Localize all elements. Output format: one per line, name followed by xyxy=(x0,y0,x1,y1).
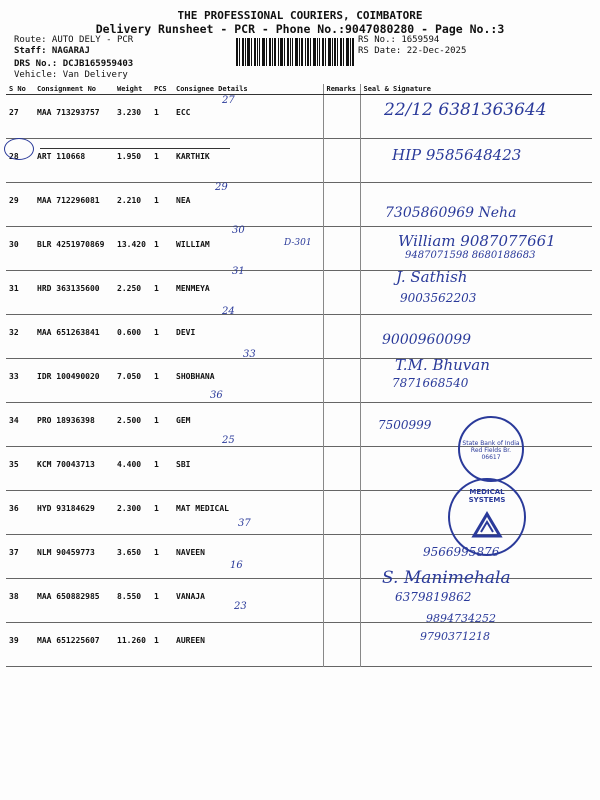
cell-consignment: ART 110668 xyxy=(37,152,86,161)
cell-sno: 34 xyxy=(9,416,19,425)
rs-date: RS Date: 22-Dec-2025 xyxy=(358,46,467,56)
cell-remarks xyxy=(323,315,360,359)
stamp-text: Red Fields Br. xyxy=(470,447,512,454)
cell-consignment: MAA 651225607 xyxy=(37,636,100,645)
cell-pcs: 1 xyxy=(154,548,159,557)
signature-r30: William 9087077661 xyxy=(398,232,556,250)
medical-seal-stamp xyxy=(448,478,526,556)
cell-consignment: KCM 70043713 xyxy=(37,460,95,469)
hand-note: 27 xyxy=(222,95,235,106)
cell-sno: 32 xyxy=(9,328,19,337)
cell-sno: 33 xyxy=(9,372,19,381)
route-label: Route: AUTO DELY - PCR xyxy=(14,35,134,45)
col-weight: Weight xyxy=(114,84,151,95)
cell-consignment: MAA 712296081 xyxy=(37,196,100,205)
cell-weight: 4.400 xyxy=(117,460,142,469)
hand-note: 36 xyxy=(210,390,223,401)
rs-number: RS No.: 1659594 xyxy=(358,35,440,45)
cell-remarks xyxy=(323,623,360,667)
stamp-text: State Bank of India xyxy=(462,440,520,447)
cell-consignee: DEVI xyxy=(176,328,196,337)
hand-note: 25 xyxy=(222,435,235,446)
cell-consignee: MENMEYA xyxy=(176,284,210,293)
cell-weight: 0.600 xyxy=(117,328,142,337)
cell-pcs: 1 xyxy=(154,328,159,337)
hand-note: 23 xyxy=(234,601,247,612)
cell-consignment: MAA 651263841 xyxy=(37,328,100,337)
signature-r33: T.M. Bhuvan xyxy=(395,356,490,374)
cell-remarks xyxy=(323,227,360,271)
hand-note: 29 xyxy=(215,182,228,193)
cell-weight: 2.250 xyxy=(117,284,142,293)
cell-remarks xyxy=(323,447,360,491)
table-row xyxy=(6,623,592,667)
cell-consignee: SHOBHANA xyxy=(176,372,215,381)
col-sno: S No xyxy=(6,84,34,95)
stamp-text: MEDICAL SYSTEMS xyxy=(468,488,506,504)
barcode xyxy=(236,38,354,66)
row-28-circle-mark xyxy=(4,138,34,160)
cell-consignment: MAA 713293757 xyxy=(37,108,100,117)
cell-weight: 3.230 xyxy=(117,108,142,117)
col-consignee: Consignee Details xyxy=(173,84,323,95)
cell-sno: 30 xyxy=(9,240,19,249)
cell-consignment: PRO 18936398 xyxy=(37,416,95,425)
col-remarks: Remarks xyxy=(323,84,360,95)
staff-label: Staff: NAGARAJ xyxy=(14,46,90,56)
cell-pcs: 1 xyxy=(154,460,159,469)
cell-remarks xyxy=(323,183,360,227)
hand-note: 37 xyxy=(238,518,251,529)
cell-consignee: WILLIAM xyxy=(176,240,210,249)
cell-consignee: NEA xyxy=(176,196,191,205)
cell-pcs: 1 xyxy=(154,108,159,117)
cell-weight: 13.420 xyxy=(117,240,146,249)
col-seal-signature: Seal & Signature xyxy=(360,84,592,95)
cell-pcs: 1 xyxy=(154,152,159,161)
cell-sno: 38 xyxy=(9,592,19,601)
cell-consignment: HRD 363135600 xyxy=(37,284,100,293)
signature-r38-phone: 6379819862 xyxy=(395,590,472,604)
vehicle-label: Vehicle: Van Delivery xyxy=(14,70,128,80)
medical-logo-icon xyxy=(470,510,504,540)
hand-note: 31 xyxy=(232,266,245,277)
table-row xyxy=(6,271,592,315)
cell-remarks xyxy=(323,95,360,139)
cell-remarks xyxy=(323,579,360,623)
cell-remarks xyxy=(323,271,360,315)
hand-note: 30 xyxy=(232,225,245,236)
cell-weight: 8.550 xyxy=(117,592,142,601)
col-pcs: PCS xyxy=(151,84,173,95)
cell-remarks xyxy=(323,359,360,403)
row-28-strikethrough xyxy=(40,148,230,149)
cell-pcs: 1 xyxy=(154,636,159,645)
cell-weight: 11.260 xyxy=(117,636,146,645)
cell-consignee: NAVEEN xyxy=(176,548,205,557)
cell-weight: 7.050 xyxy=(117,372,142,381)
cell-consignee: MAT MEDICAL xyxy=(176,504,229,513)
cell-consignee: KARTHIK xyxy=(176,152,210,161)
cell-consignment: IDR 100490020 xyxy=(37,372,100,381)
cell-sno: 36 xyxy=(9,504,19,513)
cell-consignee: AUREEN xyxy=(176,636,205,645)
signature-r38: S. Manimehala xyxy=(382,568,511,588)
table-row xyxy=(6,359,592,403)
cell-pcs: 1 xyxy=(154,416,159,425)
table-header-row xyxy=(6,84,592,95)
cell-remarks xyxy=(323,139,360,183)
cell-sno: 27 xyxy=(9,108,19,117)
signature-r31-phone: 9003562203 xyxy=(400,291,477,305)
signature-r39-phone2: 9790371218 xyxy=(420,630,490,643)
cell-sno: 35 xyxy=(9,460,19,469)
stamp-text: 06617 xyxy=(481,454,501,461)
cell-pcs: 1 xyxy=(154,240,159,249)
cell-consignee: VANAJA xyxy=(176,592,205,601)
cell-weight: 1.950 xyxy=(117,152,142,161)
cell-pcs: 1 xyxy=(154,196,159,205)
signature-r34: 7500999 xyxy=(378,418,432,432)
cell-sno: 31 xyxy=(9,284,19,293)
signature-r29: 7305860969 Neha xyxy=(385,205,517,221)
drs-label: DRS No.: DCJB165959403 xyxy=(14,59,134,69)
cell-consignee: GEM xyxy=(176,416,191,425)
cell-sno: 28 xyxy=(9,152,19,161)
runsheet-subtitle: Delivery Runsheet - PCR - Phone No.:9047080280 - Page No.:3 xyxy=(95,22,505,36)
cell-remarks xyxy=(323,535,360,579)
cell-pcs: 1 xyxy=(154,592,159,601)
signature-r32: 9000960099 xyxy=(382,332,472,348)
cell-pcs: 1 xyxy=(154,284,159,293)
cell-consignment: BLR 4251970869 xyxy=(37,240,105,249)
cell-consignment: HYD 93184629 xyxy=(37,504,95,513)
cell-weight: 2.210 xyxy=(117,196,142,205)
cell-consignment: NLM 90459773 xyxy=(37,548,95,557)
cell-weight: 3.650 xyxy=(117,548,142,557)
cell-sno: 37 xyxy=(9,548,19,557)
hand-note: 24 xyxy=(222,306,235,317)
cell-consignee: SBI xyxy=(176,460,191,469)
hand-note: 16 xyxy=(230,560,243,571)
cell-sno: 29 xyxy=(9,196,19,205)
signature-r30-phones: 9487071598 8680188683 xyxy=(405,250,536,261)
cell-weight: 2.300 xyxy=(117,504,142,513)
hand-note: D-301 xyxy=(284,238,312,248)
signature-r37-phone: 9566995876 xyxy=(423,545,500,559)
signature-r28: HIP 9585648423 xyxy=(392,146,522,164)
signature-r39-phone1: 9894734252 xyxy=(426,612,496,625)
hand-note: 33 xyxy=(243,349,256,360)
cell-consignee: ECC xyxy=(176,108,191,117)
signature-r31: J. Sathish xyxy=(396,268,468,286)
cell-remarks xyxy=(323,403,360,447)
bank-seal-stamp xyxy=(458,416,524,482)
cell-pcs: 1 xyxy=(154,372,159,381)
col-consignment: Consignment No xyxy=(34,84,114,95)
cell-pcs: 1 xyxy=(154,504,159,513)
signature-r33-phone: 7871668540 xyxy=(392,376,469,390)
cell-sno: 39 xyxy=(9,636,19,645)
cell-weight: 2.500 xyxy=(117,416,142,425)
signature-r27: 22/12 6381363644 xyxy=(384,100,547,120)
cell-remarks xyxy=(323,491,360,535)
table-row xyxy=(6,315,592,359)
company-title: THE PROFESSIONAL COURIERS, COIMBATORE xyxy=(177,9,423,22)
cell-consignment: MAA 650882985 xyxy=(37,592,100,601)
